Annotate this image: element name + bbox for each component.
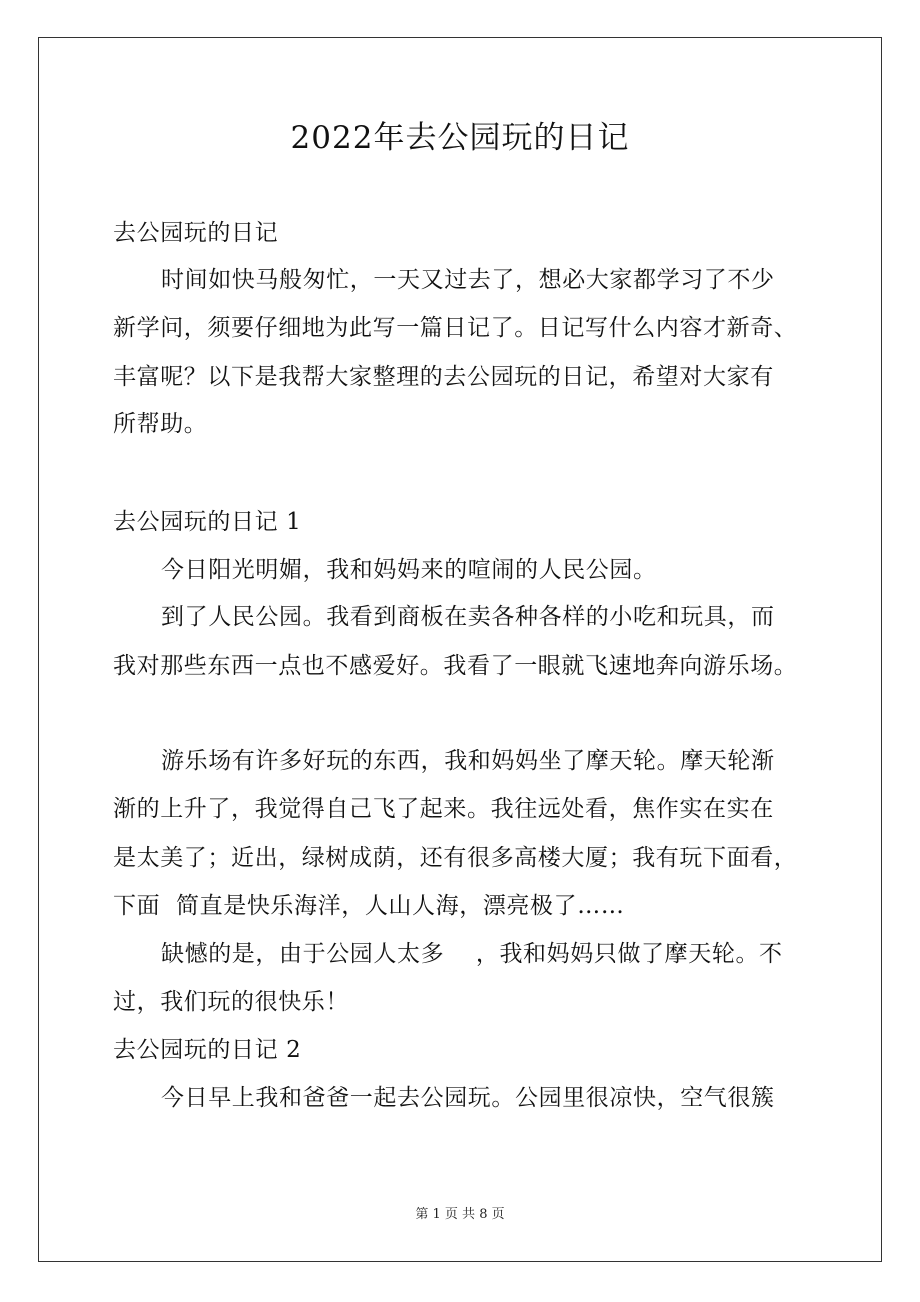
document-title: 2022年去公园玩的日记: [290, 120, 630, 156]
paragraph-line: 游乐场有许多好玩的东西，我和妈妈坐了摩天轮。摩天轮渐: [161, 748, 775, 774]
paragraph-line: 今日阳光明媚，我和妈妈来的喧闹的人民公园。: [161, 557, 657, 583]
paragraph-line: 渐的上升了，我觉得自己飞了起来。我往远处看，焦作实在实在: [113, 796, 774, 822]
paragraph-line: 过，我们玩的很快乐！: [113, 989, 349, 1015]
paragraph-line: 缺憾的是，由于公园人太多 ，我和妈妈只做了摩天轮。不: [161, 941, 783, 967]
paragraph-line: 到了人民公园。我看到商板在卖各种各样的小吃和玩具，而: [161, 604, 775, 630]
paragraph-line: 今日早上我和爸爸一起去公园玩。公园里很凉快，空气很簇: [161, 1085, 775, 1111]
paragraph-line: 时间如快马般匆忙，一天又过去了，想必大家都学习了不少: [161, 267, 775, 293]
page-footer: 第 1 页 共 8 页: [415, 1207, 505, 1222]
intro-heading: 去公园玩的日记: [113, 220, 279, 246]
paragraph-line: 新学问，须要仔细地为此写一篇日记了。日记写什么内容才新奇、: [113, 315, 798, 341]
section-heading-2: 去公园玩的日记 2: [113, 1037, 302, 1063]
paragraph-line: 丰富呢？以下是我帮大家整理的去公园玩的日记，希望对大家有: [113, 364, 774, 390]
paragraph-line: 是太美了；近出，绿树成荫，还有很多高楼大厦；我有玩下面看，: [113, 845, 798, 871]
paragraph-line: 我对那些东西一点也不感爱好。我看了一眼就飞速地奔向游乐场。: [113, 653, 798, 679]
paragraph-line: 下面 简直是快乐海洋，人山人海，漂亮极了……: [113, 893, 625, 919]
paragraph-line: 所帮助。: [113, 411, 208, 437]
section-heading-1: 去公园玩的日记 1: [113, 509, 302, 535]
